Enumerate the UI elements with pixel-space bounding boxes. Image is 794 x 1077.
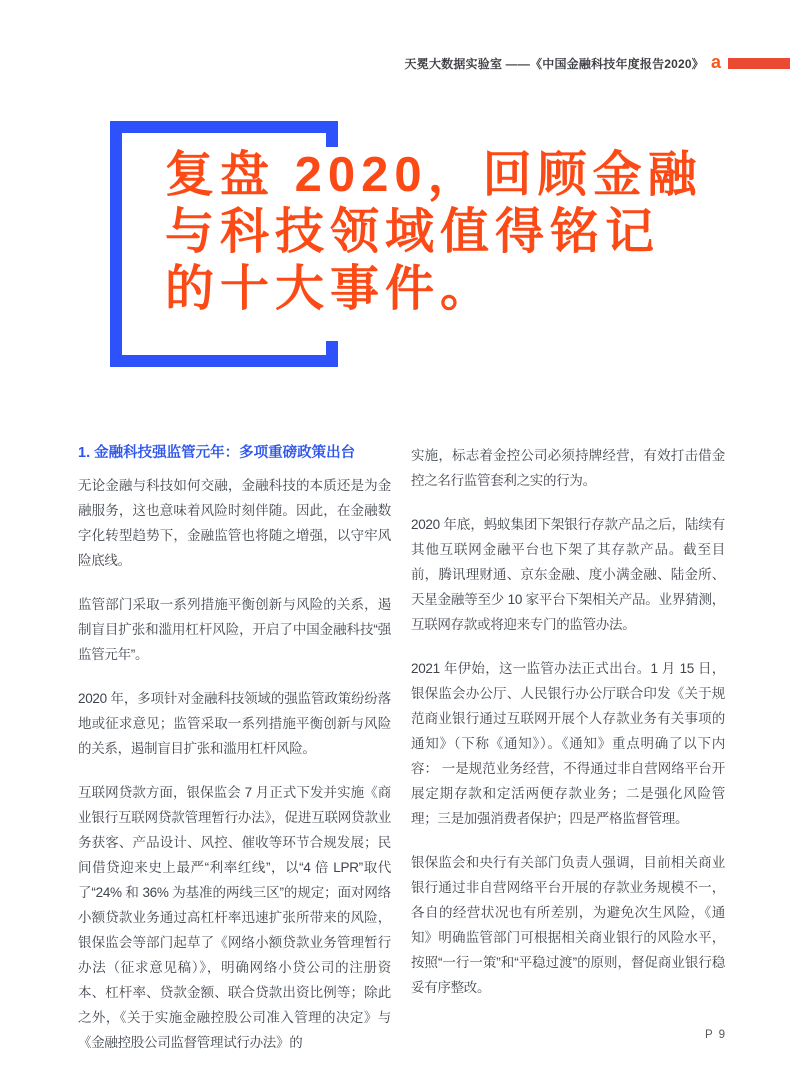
- paragraph: 2021 年伊始，这一监管办法正式出台。1 月 15 日，银保监会办公厅、人民银行办公厅联合印发《关于规范商业银行通过互联网开展个人存款业务有关事项的通知》（下称《通知》）。《通知》重点明确了以下内容： 一是规范业务经营，不得通过非自营网络平台开展定期存款和定活两便存款业务；二是强化风险管理；三是加强消费者保护；四是严格监督管理。: [411, 661, 725, 826]
- report-header-title: 天冕大数据实验室 ——《中国金融科技年度报告2020》: [404, 56, 704, 71]
- page-title-line-1: 复盘 2020，回顾金融: [165, 148, 703, 202]
- page-title-line-2: 与科技领域值得铭记: [165, 205, 661, 259]
- left-column: [78, 443, 391, 1055]
- section-heading: 1. 金融科技强监管元年：多项重磅政策出台: [78, 445, 356, 461]
- page-number: P 9: [705, 1029, 727, 1041]
- paragraph: 无论金融与科技如何交融，金融科技的本质还是为金融服务，这也意味着风险时刻伴随。因此，在金融数字化转型趋势下，金融监管也将随之增强，以守牢风险底线。: [78, 478, 391, 568]
- right-column: [411, 443, 725, 1000]
- page-title-line-3: 的十大事件。: [165, 262, 496, 316]
- paragraph: 互联网贷款方面，银保监会 7 月正式下发并实施《商业银行互联网贷款管理暂行办法》，促进互联网贷款业务获客、产品设计、风控、催收等环节合规发展；民间借贷迎来史上最严“利率红线”，以“4 倍 LPR”取代了“24% 和 36% 为基准的两线三区”的规定；面对网络小额贷款业务通过高杠杆率迅速扩张所带来的风险，银保监会等部门起草了《网络小额贷款业务管理暂行办法（征求意见稿）》，明确网络小贷公司的注册资本、杠杆率、贷款金额、联合贷款出资比例等；除此之外，《关于实施金融控股公司准入管理的决定》与《金融控股公司监督管理试行办法》的: [78, 785, 391, 1050]
- paragraph: 实施，标志着金控公司必须持牌经营，有效打击借金控之名行监管套利之实的行为。: [411, 448, 725, 488]
- frame-corner-bottom-right: [326, 341, 338, 367]
- paragraph: 2020 年底，蚂蚁集团下架银行存款产品之后，陆续有其他互联网金融平台也下架了其存款产品。截至目前，腾讯理财通、京东金融、度小满金融、陆金所、天星金融等至少 10 家平台下架相关产品。业界猜测，互联网存款或将迎来专门的监管办法。: [411, 517, 725, 632]
- paragraph: 银保监会和央行有关部门负责人强调，目前相关商业银行通过非自营网络平台开展的存款业务规模不一，各自的经营状况也有所差别，为避免次生风险，《通知》明确监管部门可根据相关商业银行的风险水平，按照“一行一策”和“平稳过渡”的原则，督促商业银行稳妥有序整改。: [411, 855, 725, 995]
- header-accent-bar: [728, 58, 790, 69]
- paragraph: 监管部门采取一系列措施平衡创新与风险的关系，遏制盲目扩张和滥用杠杆风险，开启了中国金融科技“强监管元年”。: [78, 597, 391, 662]
- paragraph: 2020 年，多项针对金融科技领域的强监管政策纷纷落地或征求意见；监管采取一系列措施平衡创新与风险的关系，遏制盲目扩张和滥用杠杆风险。: [78, 691, 391, 756]
- brand-logo-a-icon: a: [710, 52, 721, 72]
- frame-corner-top-right: [326, 121, 338, 147]
- report-header: [0, 54, 794, 72]
- page-title: [165, 147, 703, 318]
